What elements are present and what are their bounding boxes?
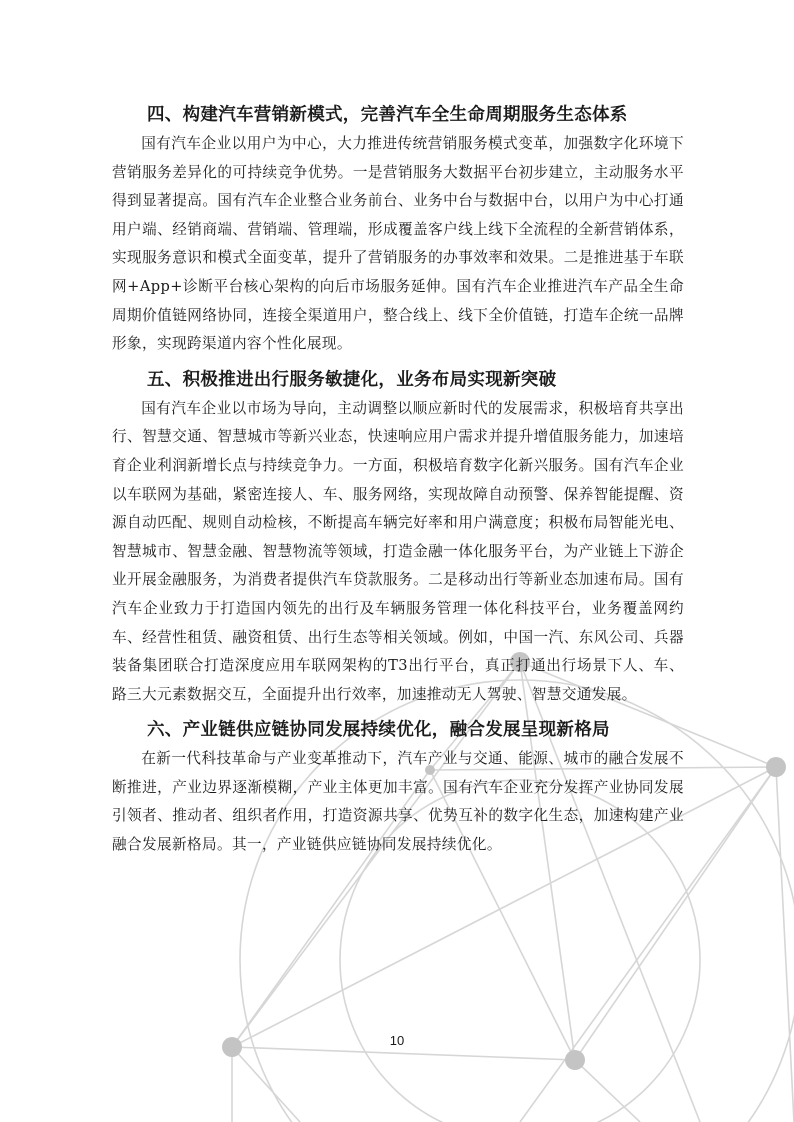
section-paragraph: 国有汽车企业以市场为导向，主动调整以顺应新时代的发展需求，积极培育共享出行、智慧交通、智慧城市等新兴业态，快速响应用户需求并提升增值服务能力，加速培育企业利润新增长点与持续竞争力。一方面，积极培育数字化新兴服务。国有汽车企业以车联网为基础，紧密连接人、车、服务网络，实现故障自动预警、保养智能提醒、资源自动匹配、规则自动检核，不断提高车辆完好率和用户满意度；积极布局智能光电、智慧城市、智慧金融、智慧物流等领域，打造金融一体化服务平台，为产业链上下游企业开展金融服务，为消费者提供汽车贷款服务。二是移动出行等新业态加速布局。国有汽车企业致力于打造国内领先的出行及车辆服务管理一体化科技平台，业务覆盖网约车、经营性租赁、融资租赁、出行生态等相关领域。例如，中国一汽、东风公司、兵器装备集团联合打造深度应用车联网架构的T3出行平台，真正打通出行场景下人、车、路三大元素数据交互，全面提升出行效率，加速推动无人驾驶、智慧交通发展。 <box>112 399 684 703</box>
section-heading: 四、构建汽车营销新模式，完善汽车全生命周期服务生态体系 <box>147 105 628 125</box>
section-paragraph: 在新一代科技革命与产业变革推动下，汽车产业与交通、能源、城市的融合发展不断推进，产业边界逐渐模糊，产业主体更加丰富。国有汽车企业充分发挥产业协同发展引领者、推动者、组织者作用，打造资源共享、优势互补的数字化生态，加速构建产业融合发展新格局。其一，产业链供应链协同发展持续优化。 <box>112 750 684 854</box>
document-body <box>112 100 684 866</box>
section-paragraph: 国有汽车企业以用户为中心，大力推进传统营销服务模式变革，加强数字化环境下营销服务差异化的可持续竞争优势。一是营销服务大数据平台初步建立，主动服务水平得到显著提高。国有汽车企业整合业务前台、业务中台与数据中台，以用户为中心打通用户端、经销商端、营销端、管理端，形成覆盖客户线上线下全流程的全新营销体系，实现服务意识和模式全面变革，提升了营销服务的办事效率和效果。二是推进基于车联网+App+诊断平台核心架构的向后市场服务延伸。国有汽车企业推进汽车产品全生命周期价值链网络协同，连接全渠道用户，整合线上、线下全价值链，打造车企统一品牌形象，实现跨渠道内容个性化展现。 <box>112 135 684 353</box>
section-heading: 六、产业链供应链协同发展持续优化，融合发展呈现新格局 <box>147 720 610 741</box>
section-six <box>112 715 684 859</box>
section-four <box>112 100 684 359</box>
page-number: 10 <box>389 1033 405 1048</box>
section-five <box>112 365 684 710</box>
section-heading: 五、积极推进出行服务敏捷化，业务布局实现新突破 <box>147 369 557 390</box>
